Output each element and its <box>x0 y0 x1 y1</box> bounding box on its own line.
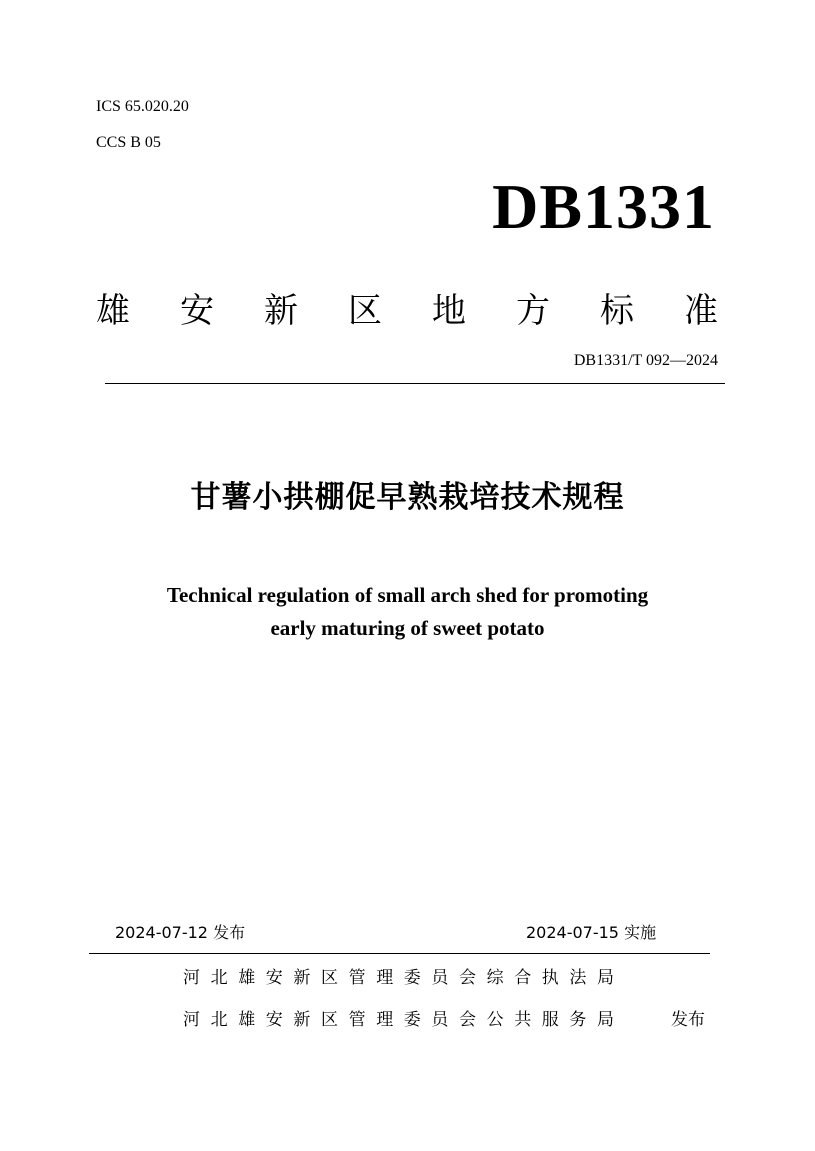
footer-divider <box>89 953 710 954</box>
issuer-suffix: 发布 <box>671 1010 705 1030</box>
standard-type-char: 方 <box>516 291 550 331</box>
standard-number: DB1331/T 092—2024 <box>573 352 718 369</box>
document-title-en <box>60 579 755 645</box>
document-title-cn: 甘薯小拱棚促早熟栽培技术规程 <box>190 480 625 515</box>
header-divider <box>105 383 725 384</box>
standard-type-char: 地 <box>432 291 466 331</box>
standard-type-char: 区 <box>348 291 382 331</box>
ccs-code: CCS B 05 <box>96 134 161 151</box>
standard-type-char: 准 <box>684 291 718 331</box>
issuer-line: 河北雄安新区管理委员会综合执法局 <box>183 968 625 988</box>
standard-type-char: 雄 <box>96 291 130 331</box>
document-title-en-line: early maturing of sweet potato <box>270 616 545 640</box>
standard-type-char: 标 <box>600 291 634 331</box>
implement-date: 2024-07-15 实施 <box>526 923 657 942</box>
standard-type-char: 新 <box>264 291 298 331</box>
publish-date: 2024-07-12 发布 <box>115 923 246 942</box>
standard-type-char: 安 <box>180 291 214 331</box>
document-title-en-line: Technical regulation of small arch shed for promoting <box>166 583 649 607</box>
ics-code: ICS 65.020.20 <box>96 98 189 115</box>
standard-type-title <box>96 283 718 332</box>
standard-code: DB1331 <box>492 171 715 242</box>
issuer-line: 河北雄安新区管理委员会公共服务局 <box>183 1010 625 1030</box>
